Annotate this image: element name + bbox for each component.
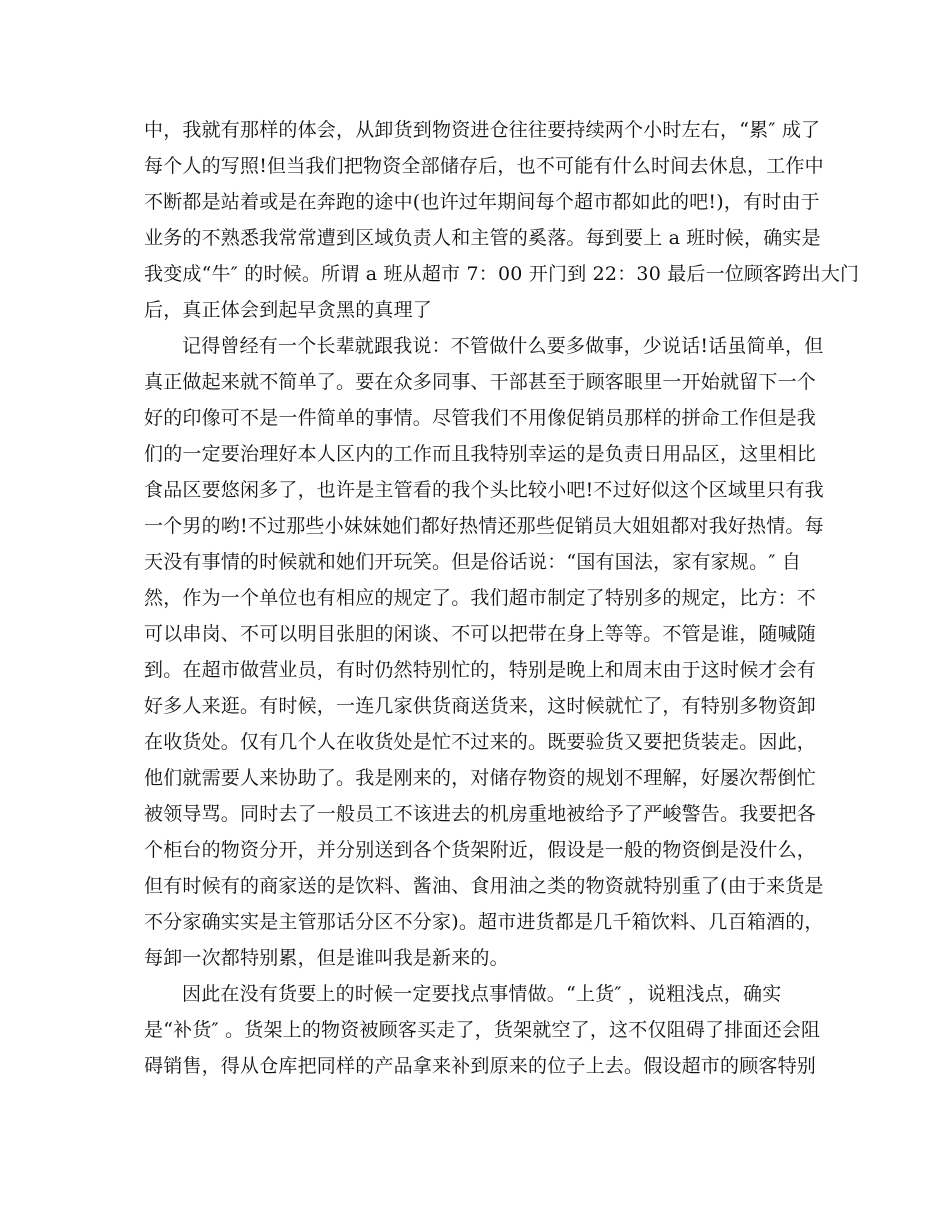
text-line: 每卸一次都特别累，但是谁叫我是新来的。 (144, 947, 509, 969)
text-line: 到。在超市做营业员，有时仍然特别忙的，特别是晚上和周末由于这时候才会有 (144, 659, 817, 681)
text-line: 个柜台的物资分开，并分别送到各个货架附近，假设是一般的物资倒是没什么， (144, 839, 817, 861)
text-line: 不分家确实实是主管那话分区不分家)。超市进货都是几千箱饮料、几百箱酒的， (144, 911, 824, 933)
text-line: 可以串岗、不可以明目张胆的闲谈、不可以把带在身上等等。不管是谁，随喊随 (144, 623, 817, 645)
text-line: 是“补货″ 。货架上的物资被顾客买走了，货架就空了，这不仅阻碍了排面还会阻 (144, 1019, 821, 1041)
text-line: 中，我就有那样的体会，从卸货到物资进仓往往要持续两个小时左右，“累″ 成了 (144, 119, 821, 141)
text-line: 一个男的哟!不过那些小妹妹她们都好热情还那些促销员大姐姐都对我好热情。每 (144, 515, 824, 537)
paragraph-2 (144, 328, 824, 976)
text-line: 因此在没有货要上的时候一定要找点事情做。“上货″ ，说粗浅点，确实 (182, 983, 782, 1005)
text-line: 好多人来逛。有时候，一连几家供货商送货来，这时候就忙了，有特别多物资卸 (144, 695, 817, 717)
text-line: 每个人的写照!但当我们把物资全部储存后，也不可能有什么时间去休息，工作中 (144, 155, 824, 177)
document-page (144, 112, 860, 1084)
text-line: 碍销售，得从仓库把同样的产品拿来补到原来的位子上去。假设超市的顾客特别 (144, 1055, 817, 1077)
text-line: 真正做起来就不简单了。要在众多同事、干部甚至于顾客眼里一开始就留下一个 (144, 371, 817, 393)
text-line: 记得曾经有一个长辈就跟我说：不管做什么要多做事，少说话!话虽简单，但 (182, 335, 824, 357)
paragraph-3 (144, 976, 821, 1084)
text-line: 我变成“牛″ 的时候。所谓 a 班从超市 7：00 开门到 22：30 最后一位顾客跨出大门 (144, 263, 860, 285)
text-line: 好的印像可不是一件简单的事情。尽管我们不用像促销员那样的拼命工作但是我 (144, 407, 817, 429)
text-line: 不断都是站着或是在奔跑的途中(也许过年期间每个超市都如此的吧!)，有时由于 (144, 191, 820, 213)
text-line: 在收货处。仅有几个人在收货处是忙不过来的。既要验货又要把货装走。因此， (144, 731, 817, 753)
text-line: 然，作为一个单位也有相应的规定了。我们超市制定了特别多的规定，比方：不 (144, 587, 817, 609)
paragraph-1 (144, 112, 860, 328)
text-line: 他们就需要人来协助了。我是刚来的，对储存物资的规划不理解，好屡次帮倒忙 (144, 767, 817, 789)
text-line: 被领导骂。同时去了一般员工不该进去的机房重地被给予了严峻警告。我要把各 (144, 803, 817, 825)
text-line: 食品区要悠闲多了，也许是主管看的我个头比较小吧!不过好似这个区域里只有我 (144, 479, 824, 501)
text-line: 业务的不熟悉我常常遭到区域负责人和主管的奚落。每到要上 a 班时候，确实是 (144, 227, 821, 249)
text-line: 们的一定要治理好本人区内的工作而且我特别幸运的是负责日用品区，这里相比 (144, 443, 817, 465)
text-line: 但有时候有的商家送的是饮料、酱油、食用油之类的物资就特别重了(由于来货是 (144, 875, 824, 897)
text-line: 天没有事情的时候就和她们开玩笑。但是俗话说：“国有国法，家有家规。″ 自 (144, 551, 802, 573)
text-line: 后，真正体会到起早贪黑的真理了 (144, 299, 433, 321)
